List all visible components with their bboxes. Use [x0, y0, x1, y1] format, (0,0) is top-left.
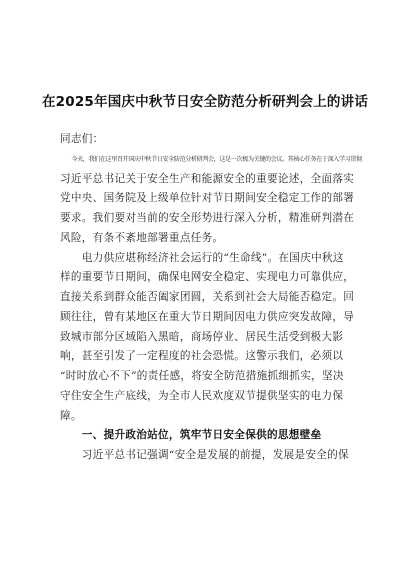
- paragraph-line: 样的重要节日期间，确保电网安全稳定、实现电力可靠供应，: [60, 271, 355, 284]
- section-heading: 一、提升政治站位，筑牢节日安全保供的思想壁垒: [60, 429, 322, 442]
- paragraph-line: 直接关系到群众能否阖家团圆，关系到社会大局能否稳定。回: [60, 291, 355, 303]
- paragraph-line: 习近平总书记强调“安全是发展的前提，发展是安全的保: [60, 449, 349, 461]
- paragraph-line: 习近平总书记关于安全生产和能源安全的重要论述，全面落实: [60, 172, 355, 185]
- paragraph-line: 守住安全生产底线，为全市人民欢度双节提供坚实的电力保: [60, 389, 344, 402]
- paragraph-line: 风险，有条不紊地部署重点任务。: [60, 231, 224, 244]
- paragraph-line: 障。: [60, 409, 82, 422]
- document-body: [60, 130, 364, 466]
- paragraph-line: 响，甚至引发了一定程度的社会恐慌。这警示我们，必须以: [60, 350, 344, 363]
- paragraph-line: 致城市部分区域陷入黑暗，商场停业、居民生活受到极大影: [60, 330, 344, 343]
- paragraph-line: 电力供应堪称经济社会运行的“生命线”。在国庆中秋这: [60, 251, 344, 264]
- salutation: 同志们：: [60, 133, 104, 145]
- paragraph-line: 要求。我们要对当前的安全形势进行深入分析，精准研判潜在: [60, 212, 355, 224]
- paragraph-line: 党中央、国务院及上级单位针对节日期间安全稳定工作的部署: [60, 192, 355, 205]
- paragraph-line: 今天，我们在这里召开国庆中秋节日安全防范分析研判会，这是一次极为关键的会议。其核心任务在于深入学习贯彻: [60, 155, 362, 163]
- document-title: 在2025年国庆中秋节日安全防范分析研判会上的讲话: [41, 94, 369, 110]
- paragraph-line: “时时放心不下”的责任感，将安全防范措施抓细抓实，坚决: [60, 370, 344, 382]
- paragraph-line: 顾往往，曾有某地区在重大节日期间因电力供应突发故障，导: [60, 310, 355, 323]
